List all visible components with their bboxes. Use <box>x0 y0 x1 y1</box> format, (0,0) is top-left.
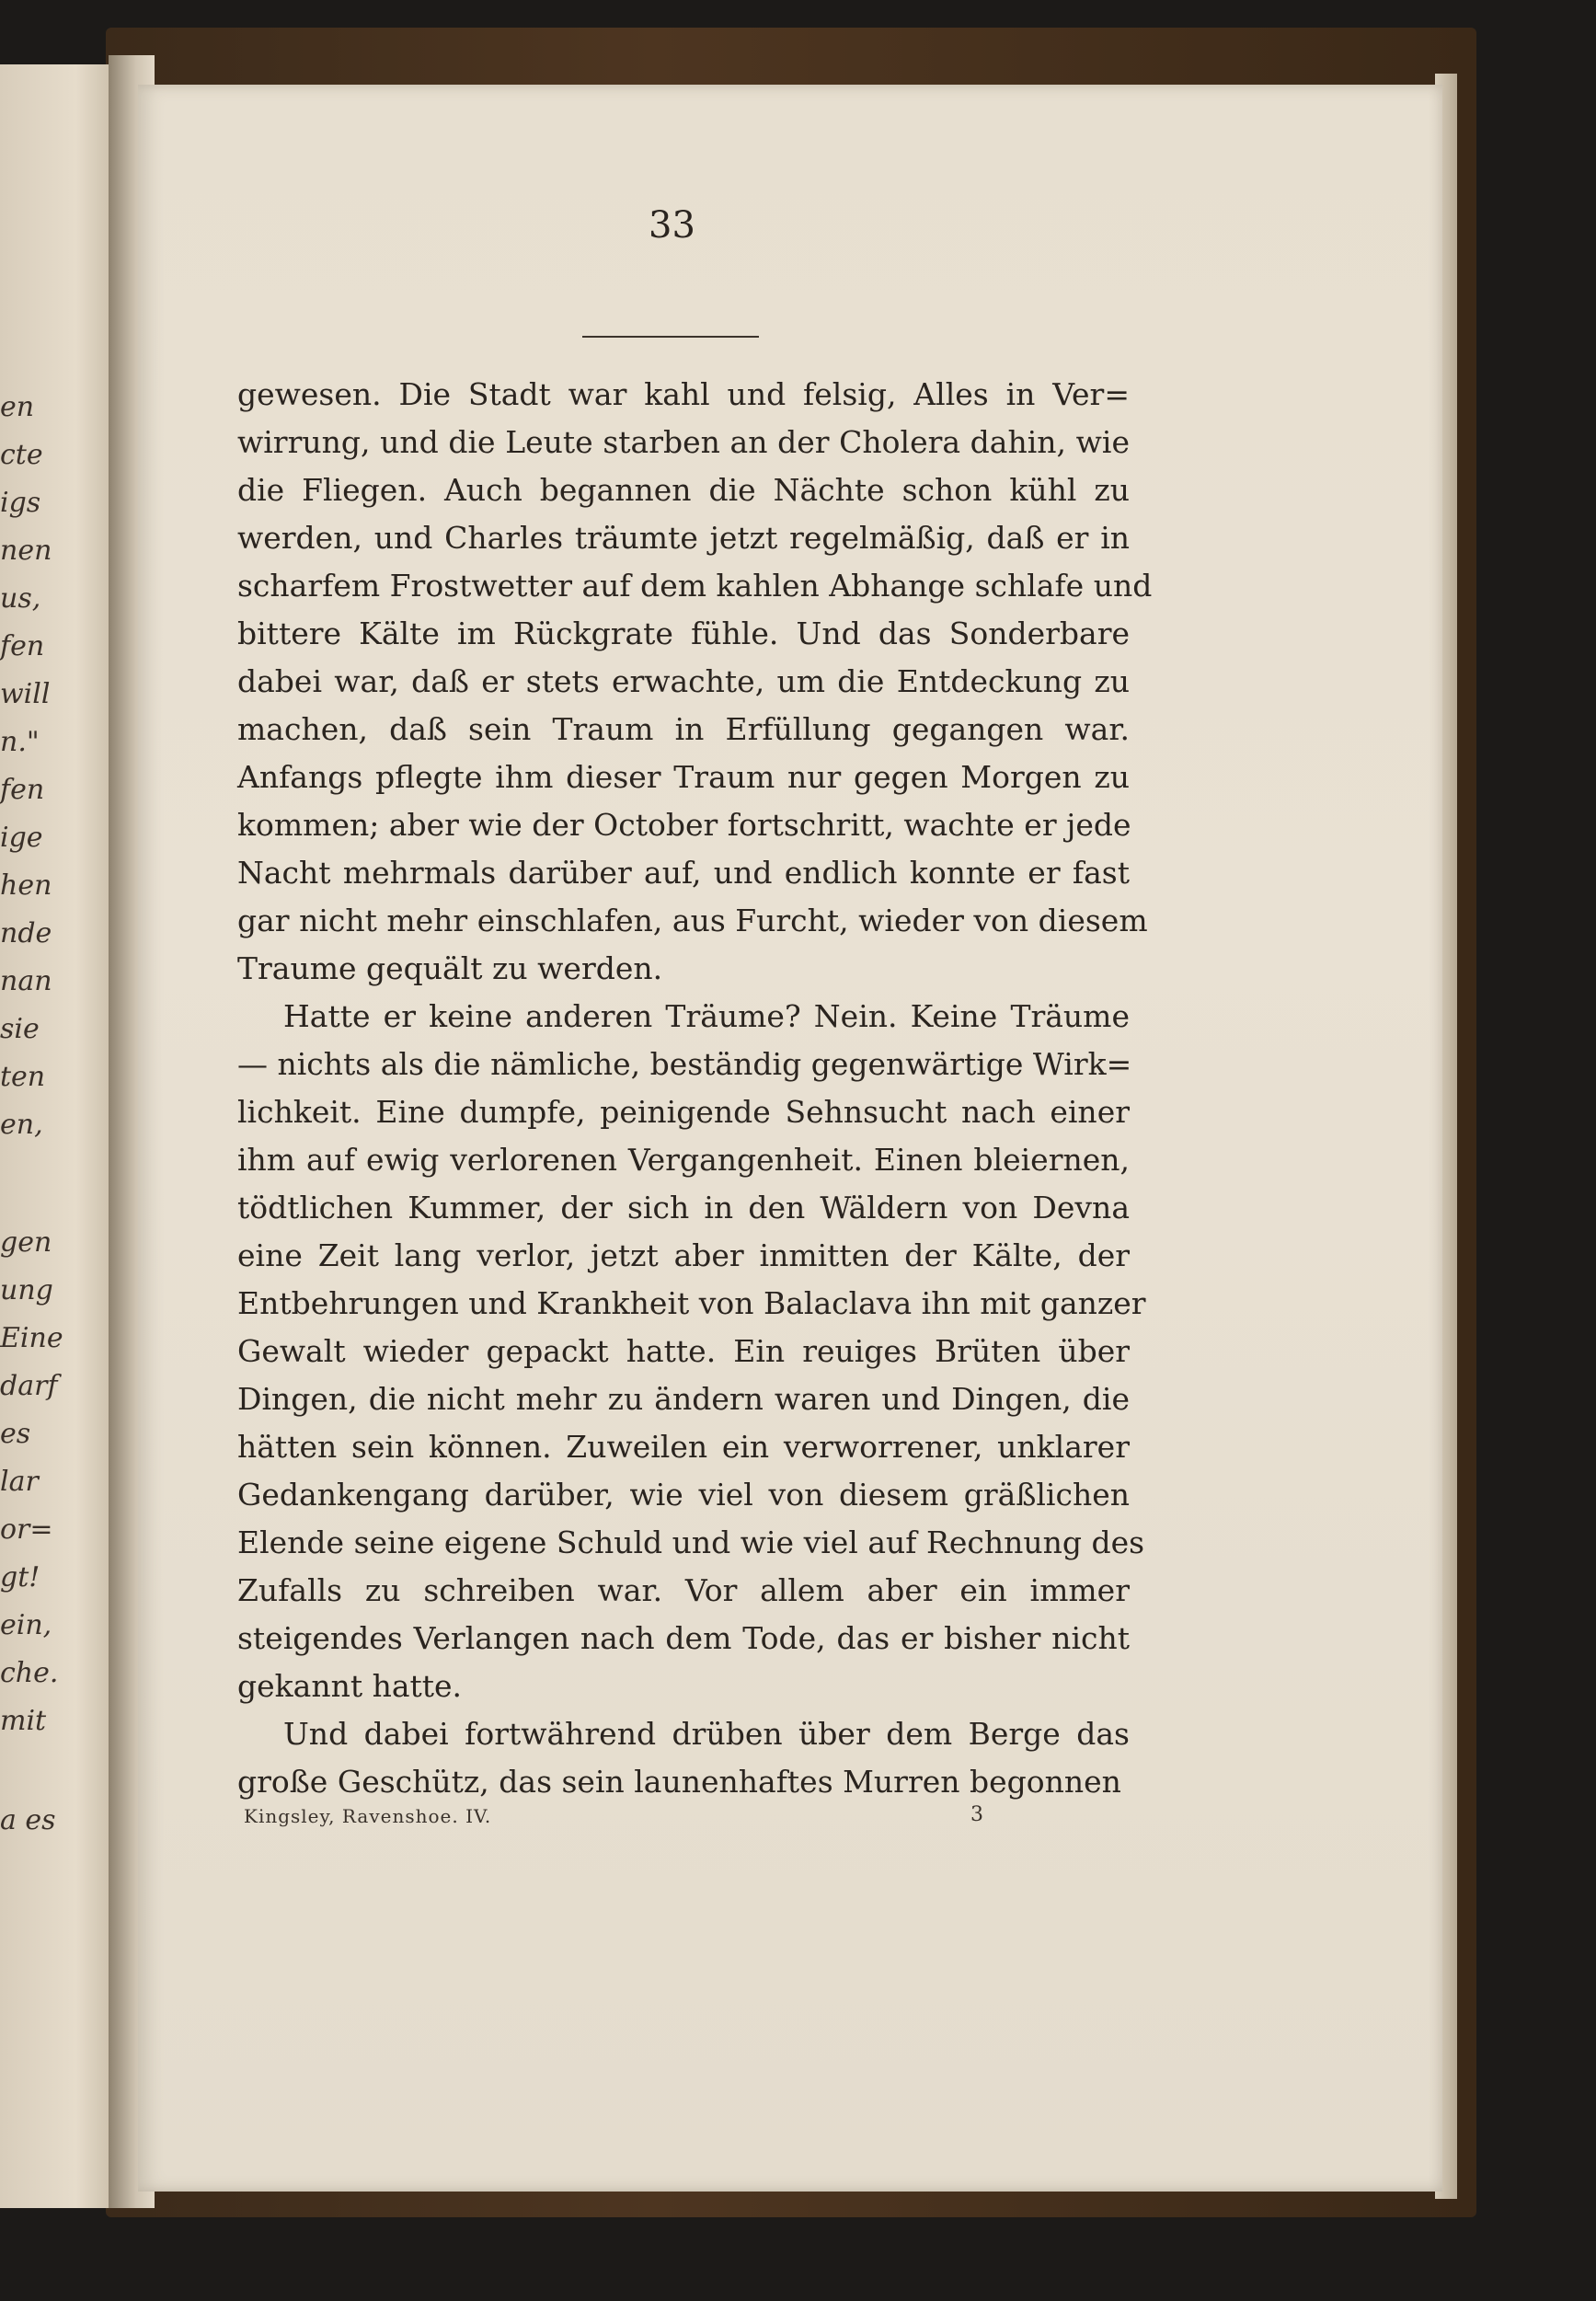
body-line: dabei war, daß er stets erwachte, um die Entdeckung zu <box>237 663 1130 699</box>
left-page-fragment: ige <box>0 822 43 854</box>
body-line: hätten sein können. Zuweilen ein verworrener, unklarer <box>237 1429 1130 1465</box>
body-line: kommen; aber wie der October fortschritt, wachte er jede <box>237 807 1131 843</box>
body-line: ihm auf ewig verlorenen Vergangenheit. Einen bleiernen, <box>237 1142 1130 1178</box>
left-page-fragment: n." <box>0 726 40 758</box>
body-line: Anfangs pflegte ihm dieser Traum nur gegen Morgen zu <box>237 759 1130 795</box>
body-line: bittere Kälte im Rückgrate fühle. Und das Sonderbare <box>237 616 1130 651</box>
left-page-fragment: will <box>0 678 51 710</box>
body-line: Hatte er keine anderen Träume? Nein. Keine Träume <box>283 998 1130 1034</box>
left-page-fragment: lar <box>0 1466 39 1498</box>
page-number-text: 33 <box>649 204 695 247</box>
body-line: werden, und Charles träumte jetzt regelmäßig, daß er in <box>237 520 1130 556</box>
body-line: steigendes Verlangen nach dem Tode, das er bisher nicht <box>237 1620 1130 1656</box>
body-text <box>237 371 1153 1806</box>
left-page-fragment: ten <box>0 1061 46 1093</box>
left-page-fragment: gen <box>0 1226 52 1259</box>
body-line: Elende seine eigene Schuld und wie viel auf Rechnung des <box>237 1524 1145 1560</box>
body-line: scharfem Frostwetter auf dem kahlen Abhange schlafe und <box>237 568 1153 604</box>
body-line: — nichts als die nämliche, beständig gegenwärtige Wirk= <box>237 1046 1132 1082</box>
left-page-fragment: mit <box>0 1705 47 1737</box>
left-page-fragment: nde <box>0 917 52 949</box>
left-page-fragment: igs <box>0 487 41 519</box>
left-page-text-fragments <box>0 391 63 1955</box>
body-line: Dingen, die nicht mehr zu ändern waren und Dingen, die <box>237 1381 1130 1417</box>
left-page-fragment: nen <box>0 535 52 567</box>
body-line: Zufalls zu schreiben war. Vor allem aber ein immer <box>237 1572 1130 1608</box>
left-page-fragment: fen <box>0 630 45 662</box>
footer-signature: Kingsley, Ravenshoe. IV. <box>244 1805 492 1827</box>
left-page-fragment: a es <box>0 1804 56 1836</box>
left-page-fragment: en, <box>0 1109 43 1141</box>
body-line: Und dabei fortwährend drüben über dem Berge das <box>283 1716 1130 1752</box>
body-line: große Geschütz, das sein launenhaftes Murren begonnen <box>237 1764 1121 1800</box>
left-page-fragment: sie <box>0 1013 40 1045</box>
body-line: wirrung, und die Leute starben an der Cholera dahin, wie <box>237 424 1130 460</box>
body-line: Entbehrungen und Krankheit von Balaclava ihn mit ganzer <box>237 1285 1146 1321</box>
body-line: tödtlichen Kummer, der sich in den Wäldern von Devna <box>237 1190 1130 1225</box>
left-page-fragment: che. <box>0 1657 59 1689</box>
header-rule <box>582 336 759 338</box>
left-page-fragment: or= <box>0 1513 53 1546</box>
left-page-fragment: hen <box>0 869 52 902</box>
left-page-fragment: us, <box>0 582 41 615</box>
body-line: gewesen. Die Stadt war kahl und felsig, Alles in Ver= <box>237 376 1130 412</box>
left-page-fragment: en <box>0 391 35 423</box>
left-page-fragment: gt! <box>0 1561 40 1593</box>
left-page-fragment: cte <box>0 439 43 471</box>
body-line: Nacht mehrmals darüber auf, und endlich konnte er fast <box>237 855 1130 891</box>
body-line: gar nicht mehr einschlafen, aus Furcht, wieder von diesem <box>237 903 1148 938</box>
left-page-fragment: fen <box>0 774 45 806</box>
left-page-fragment: nan <box>0 965 52 997</box>
body-line: machen, daß sein Traum in Erfüllung gegangen war. <box>237 711 1130 747</box>
body-line: Traume gequält zu werden. <box>237 950 663 986</box>
left-page-fragment: darf <box>0 1370 58 1402</box>
footer-sheet-number: 3 <box>970 1803 983 1826</box>
left-page-fragment: ein, <box>0 1609 52 1641</box>
left-page-fragment: es <box>0 1418 31 1450</box>
left-page-fragment: Eine <box>0 1322 63 1354</box>
body-line: eine Zeit lang verlor, jetzt aber inmitten der Kälte, der <box>237 1237 1130 1273</box>
body-line: die Fliegen. Auch begannen die Nächte schon kühl zu <box>237 472 1130 508</box>
body-line: lichkeit. Eine dumpfe, peinigende Sehnsucht nach einer <box>237 1094 1130 1130</box>
body-line: Gedankengang darüber, wie viel von diesem gräßlichen <box>237 1477 1130 1513</box>
body-line: Gewalt wieder gepackt hatte. Ein reuiges Brüten über <box>237 1333 1130 1369</box>
body-line: gekannt hatte. <box>237 1668 463 1704</box>
left-page-fragment: ung <box>0 1274 53 1306</box>
